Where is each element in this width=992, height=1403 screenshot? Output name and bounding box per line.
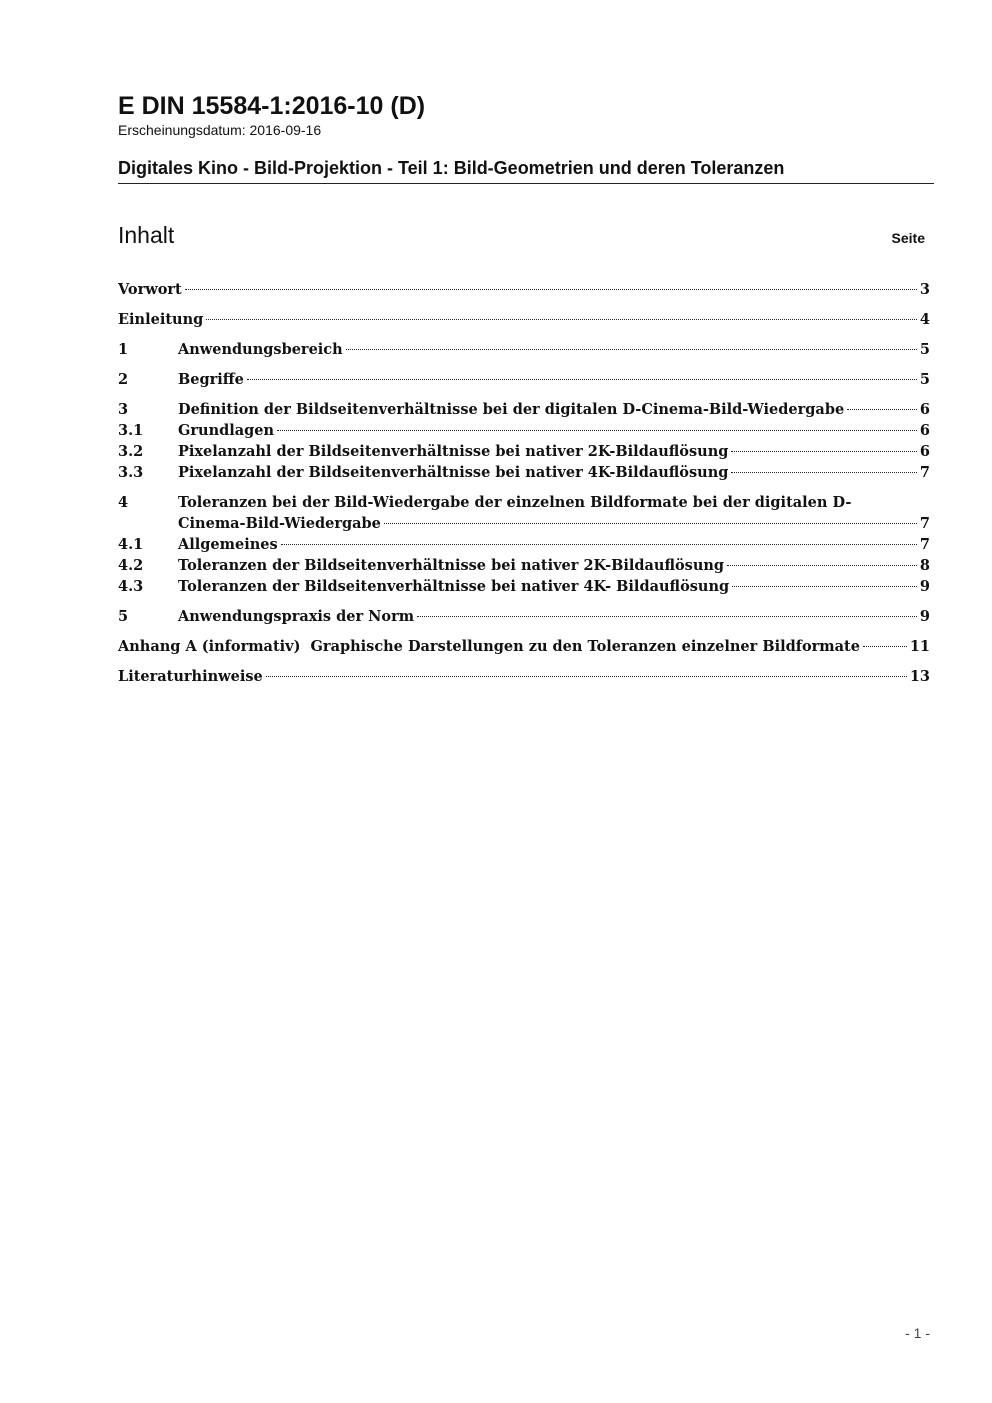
page-number: - 1 - bbox=[905, 1325, 930, 1341]
toc-entry-number: 3.1 bbox=[118, 422, 144, 439]
toc-heading: Inhalt bbox=[118, 222, 175, 248]
toc-entry-title: Grundlagen bbox=[178, 422, 275, 439]
toc-entry-number: 5 bbox=[118, 608, 129, 625]
toc-entry-number: 4.2 bbox=[118, 557, 144, 574]
toc-entry-title: Anwendungspraxis der Norm bbox=[178, 608, 415, 625]
toc-entry-title: Toleranzen der Bildseitenverhältnisse bei nativer 4K- Bildauflösung bbox=[178, 578, 730, 595]
toc-leader-dots bbox=[731, 451, 917, 452]
toc-leader-dots bbox=[346, 349, 917, 350]
title-divider bbox=[118, 183, 934, 184]
toc-entry-page: 13 bbox=[909, 668, 930, 685]
toc-entry-title: Anwendungsbereich bbox=[178, 341, 343, 358]
toc-entry-number: 2 bbox=[118, 371, 129, 388]
toc-entry-number: 3.2 bbox=[118, 443, 144, 460]
toc-leader-dots bbox=[247, 379, 917, 380]
toc-entry-3-3[interactable] bbox=[118, 462, 930, 483]
toc-entry-literaturhinweise[interactable] bbox=[118, 666, 930, 687]
toc-entry-title: Definition der Bildseitenverhältnisse bei der digitalen D-Cinema-Bild-Wiedergabe bbox=[178, 401, 845, 418]
toc-entry-page: 7 bbox=[919, 536, 930, 553]
toc-leader-dots bbox=[863, 646, 907, 647]
publication-date: Erscheinungsdatum: 2016-09-16 bbox=[118, 122, 322, 138]
page-column-label: Seite bbox=[891, 230, 925, 246]
toc-entry-title: Pixelanzahl der Bildseitenverhältnisse bei nativer 2K-Bildauflösung bbox=[178, 443, 729, 460]
toc-entry-number: 4.1 bbox=[118, 536, 144, 553]
toc-leader-dots bbox=[727, 565, 917, 566]
table-of-contents bbox=[118, 279, 930, 687]
toc-entry-title: Toleranzen der Bildseitenverhältnisse bei nativer 2K-Bildauflösung bbox=[178, 557, 725, 574]
toc-entry-title: Begriffe bbox=[178, 371, 244, 388]
toc-entry-page: 9 bbox=[919, 608, 930, 625]
toc-entry-number: 1 bbox=[118, 341, 129, 358]
toc-leader-dots bbox=[206, 319, 917, 320]
toc-entry-4-3[interactable] bbox=[118, 576, 930, 597]
toc-leader-dots bbox=[417, 616, 917, 617]
toc-entry-number: 4.3 bbox=[118, 578, 144, 595]
toc-entry-3-2[interactable] bbox=[118, 441, 930, 462]
toc-entry-page: 5 bbox=[919, 341, 930, 358]
toc-leader-dots bbox=[266, 676, 907, 677]
toc-entry-page: 5 bbox=[919, 371, 930, 388]
toc-entry-title: Pixelanzahl der Bildseitenverhältnisse bei nativer 4K-Bildauflösung bbox=[178, 464, 729, 481]
toc-entry-2[interactable] bbox=[118, 369, 930, 390]
document-code: E DIN 15584-1:2016-10 (D) bbox=[118, 92, 426, 120]
toc-entry-page: 11 bbox=[909, 638, 930, 655]
toc-entry-4[interactable] bbox=[118, 492, 930, 513]
toc-entry-4-continuation[interactable] bbox=[118, 513, 930, 534]
toc-entry-3[interactable] bbox=[118, 399, 930, 420]
toc-leader-dots bbox=[847, 409, 917, 410]
toc-leader-dots bbox=[277, 430, 917, 431]
toc-entry-page: 8 bbox=[919, 557, 930, 574]
toc-entry-title: Toleranzen bei der Bild-Wiedergabe der einzelnen Bildformate bei der digitalen D- bbox=[178, 494, 852, 511]
toc-entry-number: 3 bbox=[118, 401, 129, 418]
toc-entry-page: 4 bbox=[919, 311, 930, 328]
toc-entry-page: 9 bbox=[919, 578, 930, 595]
toc-leader-dots bbox=[732, 586, 917, 587]
toc-entry-number: 3.3 bbox=[118, 464, 144, 481]
toc-entry-4-2[interactable] bbox=[118, 555, 930, 576]
toc-leader-dots bbox=[731, 472, 917, 473]
toc-leader-dots bbox=[185, 289, 917, 290]
document-title: Digitales Kino - Bild-Projektion - Teil 1: Bild-Geometrien und deren Toleranzen bbox=[118, 158, 785, 178]
toc-entry-title-continued: Cinema-Bild-Wiedergabe bbox=[178, 515, 381, 532]
toc-entry-page: 7 bbox=[919, 464, 930, 481]
toc-entry-4-1[interactable] bbox=[118, 534, 930, 555]
toc-entry-page: 7 bbox=[919, 515, 930, 532]
toc-leader-dots bbox=[281, 544, 917, 545]
toc-entry-title: Einleitung bbox=[118, 311, 204, 328]
toc-entry-title: Literaturhinweise bbox=[118, 668, 263, 685]
toc-entry-title: Allgemeines bbox=[178, 536, 278, 553]
toc-entry-3-1[interactable] bbox=[118, 420, 930, 441]
toc-entry-page: 6 bbox=[919, 443, 930, 460]
toc-entry-vorwort[interactable] bbox=[118, 279, 930, 300]
toc-entry-number: 4 bbox=[118, 494, 129, 511]
toc-entry-1[interactable] bbox=[118, 339, 930, 360]
toc-entry-page: 6 bbox=[919, 422, 930, 439]
toc-entry-anhang-a[interactable] bbox=[118, 636, 930, 657]
toc-entry-5[interactable] bbox=[118, 606, 930, 627]
toc-entry-title: Vorwort bbox=[118, 281, 182, 298]
toc-entry-einleitung[interactable] bbox=[118, 309, 930, 330]
toc-entry-page: 6 bbox=[919, 401, 930, 418]
toc-leader-dots bbox=[384, 523, 917, 524]
toc-entry-title: Anhang A (informativ) Graphische Darstellungen zu den Toleranzen einzelner Bildformate bbox=[118, 638, 860, 655]
toc-entry-page: 3 bbox=[919, 281, 930, 298]
